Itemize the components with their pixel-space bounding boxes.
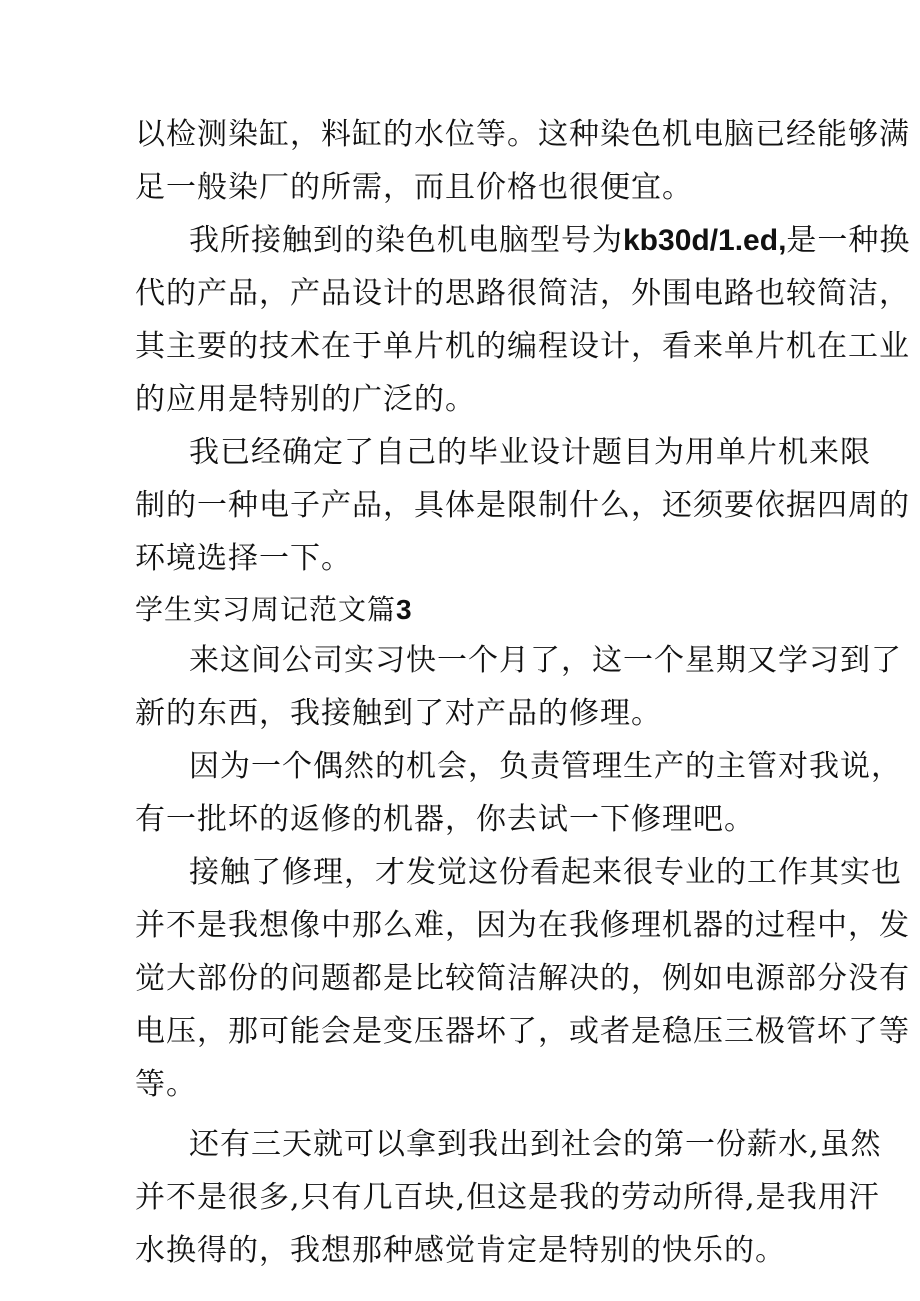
paragraph-7-line-2: 并不是很多,只有几百块,但这是我的劳动所得,是我用汗 xyxy=(135,1180,880,1215)
paragraph-3-line-2: 制的一种电子产品，具体是限制什么，还须要依据四周的 xyxy=(135,488,910,523)
paragraph-1-line-1: 以检测染缸，料缸的水位等。这种染色机电脑已经能够满 xyxy=(135,117,910,152)
paragraph-6-line-3: 觉大部份的问题都是比较简洁解决的，例如电源部分没有 xyxy=(135,961,910,996)
paragraph-6-line-2: 并不是我想像中那么难，因为在我修理机器的过程中，发 xyxy=(135,908,910,943)
paragraph-5-line-1: 因为一个偶然的机会，负责管理生产的主管对我说， xyxy=(189,749,902,784)
paragraph-7-line-3: 水换得的，我想那种感觉肯定是特别的快乐的。 xyxy=(135,1233,786,1268)
section-heading xyxy=(135,590,795,630)
paragraph-4-line-1: 来这间公司实习快一个月了，这一个星期又学习到了 xyxy=(189,643,902,678)
paragraph-6-line-5: 等。 xyxy=(135,1067,197,1102)
paragraph-6-line-1: 接触了修理，才发觉这份看起来很专业的工作其实也 xyxy=(189,855,902,890)
section-heading-number: 3 xyxy=(396,594,412,625)
model-number: kb30d/1.ed, xyxy=(623,224,787,257)
paragraph-2-line-3: 其主要的技术在于单片机的编程设计，看来单片机在工业 xyxy=(135,329,910,364)
paragraph-7-line-1: 还有三天就可以拿到我出到社会的第一份薪水,虽然 xyxy=(189,1127,882,1162)
paragraph-2-line-4: 的应用是特别的广泛的。 xyxy=(135,382,476,417)
paragraph-2-line-1-suffix: 是一种换 xyxy=(786,223,911,258)
section-heading-text: 学生实习周记范文篇 xyxy=(135,593,397,626)
paragraph-1-line-2: 足一般染厂的所需，而且价格也很便宜。 xyxy=(135,170,693,205)
paragraph-5-line-2: 有一批坏的返修的机器，你去试一下修理吧。 xyxy=(135,802,755,837)
paragraph-2-line-1 xyxy=(189,221,911,261)
paragraph-6-line-4: 电压，那可能会是变压器坏了，或者是稳压三极管坏了等 xyxy=(135,1014,910,1049)
paragraph-3-line-1: 我已经确定了自己的毕业设计题目为用单片机来限 xyxy=(189,435,871,470)
paragraph-2-line-1-prefix: 我所接触到的染色机电脑型号为 xyxy=(189,223,623,258)
paragraph-2-line-2: 代的产品，产品设计的思路很简洁，外围电路也较简洁， xyxy=(135,276,910,311)
paragraph-3-line-3: 环境选择一下。 xyxy=(135,541,352,576)
paragraph-4-line-2: 新的东西，我接触到了对产品的修理。 xyxy=(135,696,662,731)
